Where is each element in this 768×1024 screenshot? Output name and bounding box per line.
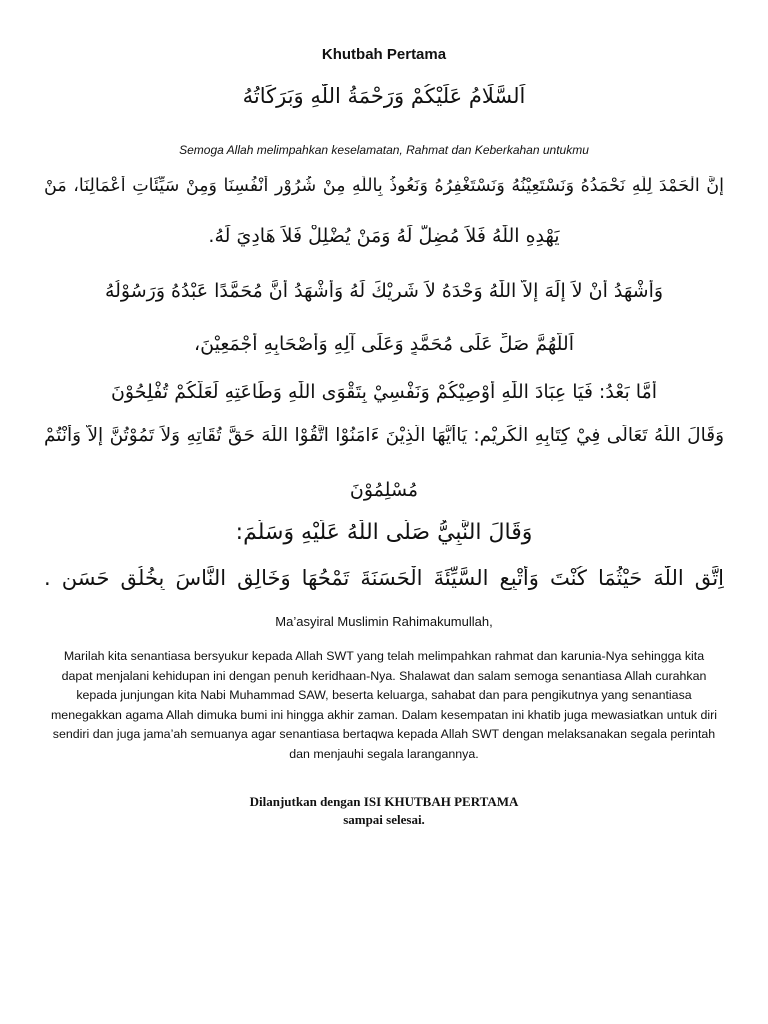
continuation-note: Dilanjutkan dengan ISI KHUTBAH PERTAMA (249, 794, 519, 809)
arabic-line: اِتَّقِ اللّٰهَ حَيْثُمَا كُنْتَ وَأَتْبِعِ السَّيِّئَةَ الْحَسَنَةَ تَمْحُهَا وَخَالِقِ النَّاسَ بِخُلُقٍ حَسَنٍ . (44, 566, 724, 590)
arabic-line: وَقَالَ النَّبِيُّ صَلَّى اللّٰهُ عَلَيْهِ وَسَلَّمَ: (235, 520, 533, 545)
arabic-line: مُسْلِمُوْنَ (349, 479, 419, 501)
arabic-line: أَمَّا بَعْدُ: فَيَا عِبَادَ اللّٰهِ أُوْصِيْكُمْ وَنَفْسِيْ بِتَقْوَى اللّٰهِ وَطَاعَتِهِ لَعَلَّكُمْ تُفْلِحُوْنَ (110, 381, 658, 403)
salam-translation: Semoga Allah melimpahkan keselamatan, Rahmat dan Keberkahan untukmu (179, 143, 589, 157)
salam-arabic: اَلسَّلَامُ عَلَيْكُمْ وَرَحْمَةُ اللّٰهِ وَبَرَكَاتُهُ (242, 84, 526, 108)
arabic-line: يَهْدِهِ اللّٰهُ فَلاَ مُضِلَّ لَهُ وَمَنْ يُضْلِلْ فَلاَ هَادِيَ لَهُ. (208, 225, 560, 247)
arabic-line: وَأَشْهَدُ أَنْ لاَ إِلَهَ إِلاَّ اللّٰهُ وَحْدَهُ لاَ شَرِيْكَ لَهُ وَأَشْهَدُ أَنَّ مُحَمَّدًا عَبْدُهُ وَرَسُوْلُهُ (104, 280, 664, 302)
body-paragraph: Marilah kita senantiasa bersyukur kepada Allah SWT yang telah melimpahkan rahmat dan karunia-Nya sehingga kita dapat menjalani kehidupan ini dengan penuh keridhaan-Nya. Shalawat dan salam semoga senantiasa Allah curahkan kepada junjungan kita Nabi Muhammad SAW, beserta keluarga, sahabat dan para pengikutnya yang senantiasa menegakkan agama Allah dimuka bumi ini hingga akhir zaman. Dalam kesempatan ini khatib juga mewasiatkan untuk diri sendiri dan juga jama’ah semuanya agar senantiasa bertaqwa kepada Allah SWT dengan melaksanakan segala perintah dan menjauhi segala larangannya. (50, 649, 717, 761)
arabic-line: وَقَالَ اللّٰهُ تَعَالَى فِيْ كِتَابِهِ الْكَرِيْمِ: يَاأَيُّهَا الَّذِيْنَ ءَامَنُوْا اتَّقُوْا اللّٰهَ حَقَّ تُقَاتِهِ وَلاَ تَمُوْتُنَّ إِلاَّ وَأَنْتُمْ (44, 425, 724, 446)
page-title: Khutbah Pertama (321, 46, 447, 63)
arabic-line: إِنَّ الْحَمْدَ لِلّٰهِ نَحْمَدُهُ وَنَسْتَعِيْنُهُ وَنَسْتَغْفِرُهُ وَنَعُوذُ بِاللّٰهِ مِنْ شُرُوْرِ أَنْفُسِنَا وَمِنْ سَيِّئَاتِ أَعْمَالِنَا، مَنْ (44, 176, 724, 196)
arabic-line: اَللَّهُمَّ صَلِّ عَلَى مُحَمَّدٍ وَعَلَى آلِهِ وَأَصْحَابِهِ أَجْمَعِيْنَ، (194, 333, 574, 355)
continuation-note: sampai selesai. (343, 812, 425, 827)
greeting: Ma’asyiral Muslimin Rahimakumullah, (275, 614, 493, 629)
